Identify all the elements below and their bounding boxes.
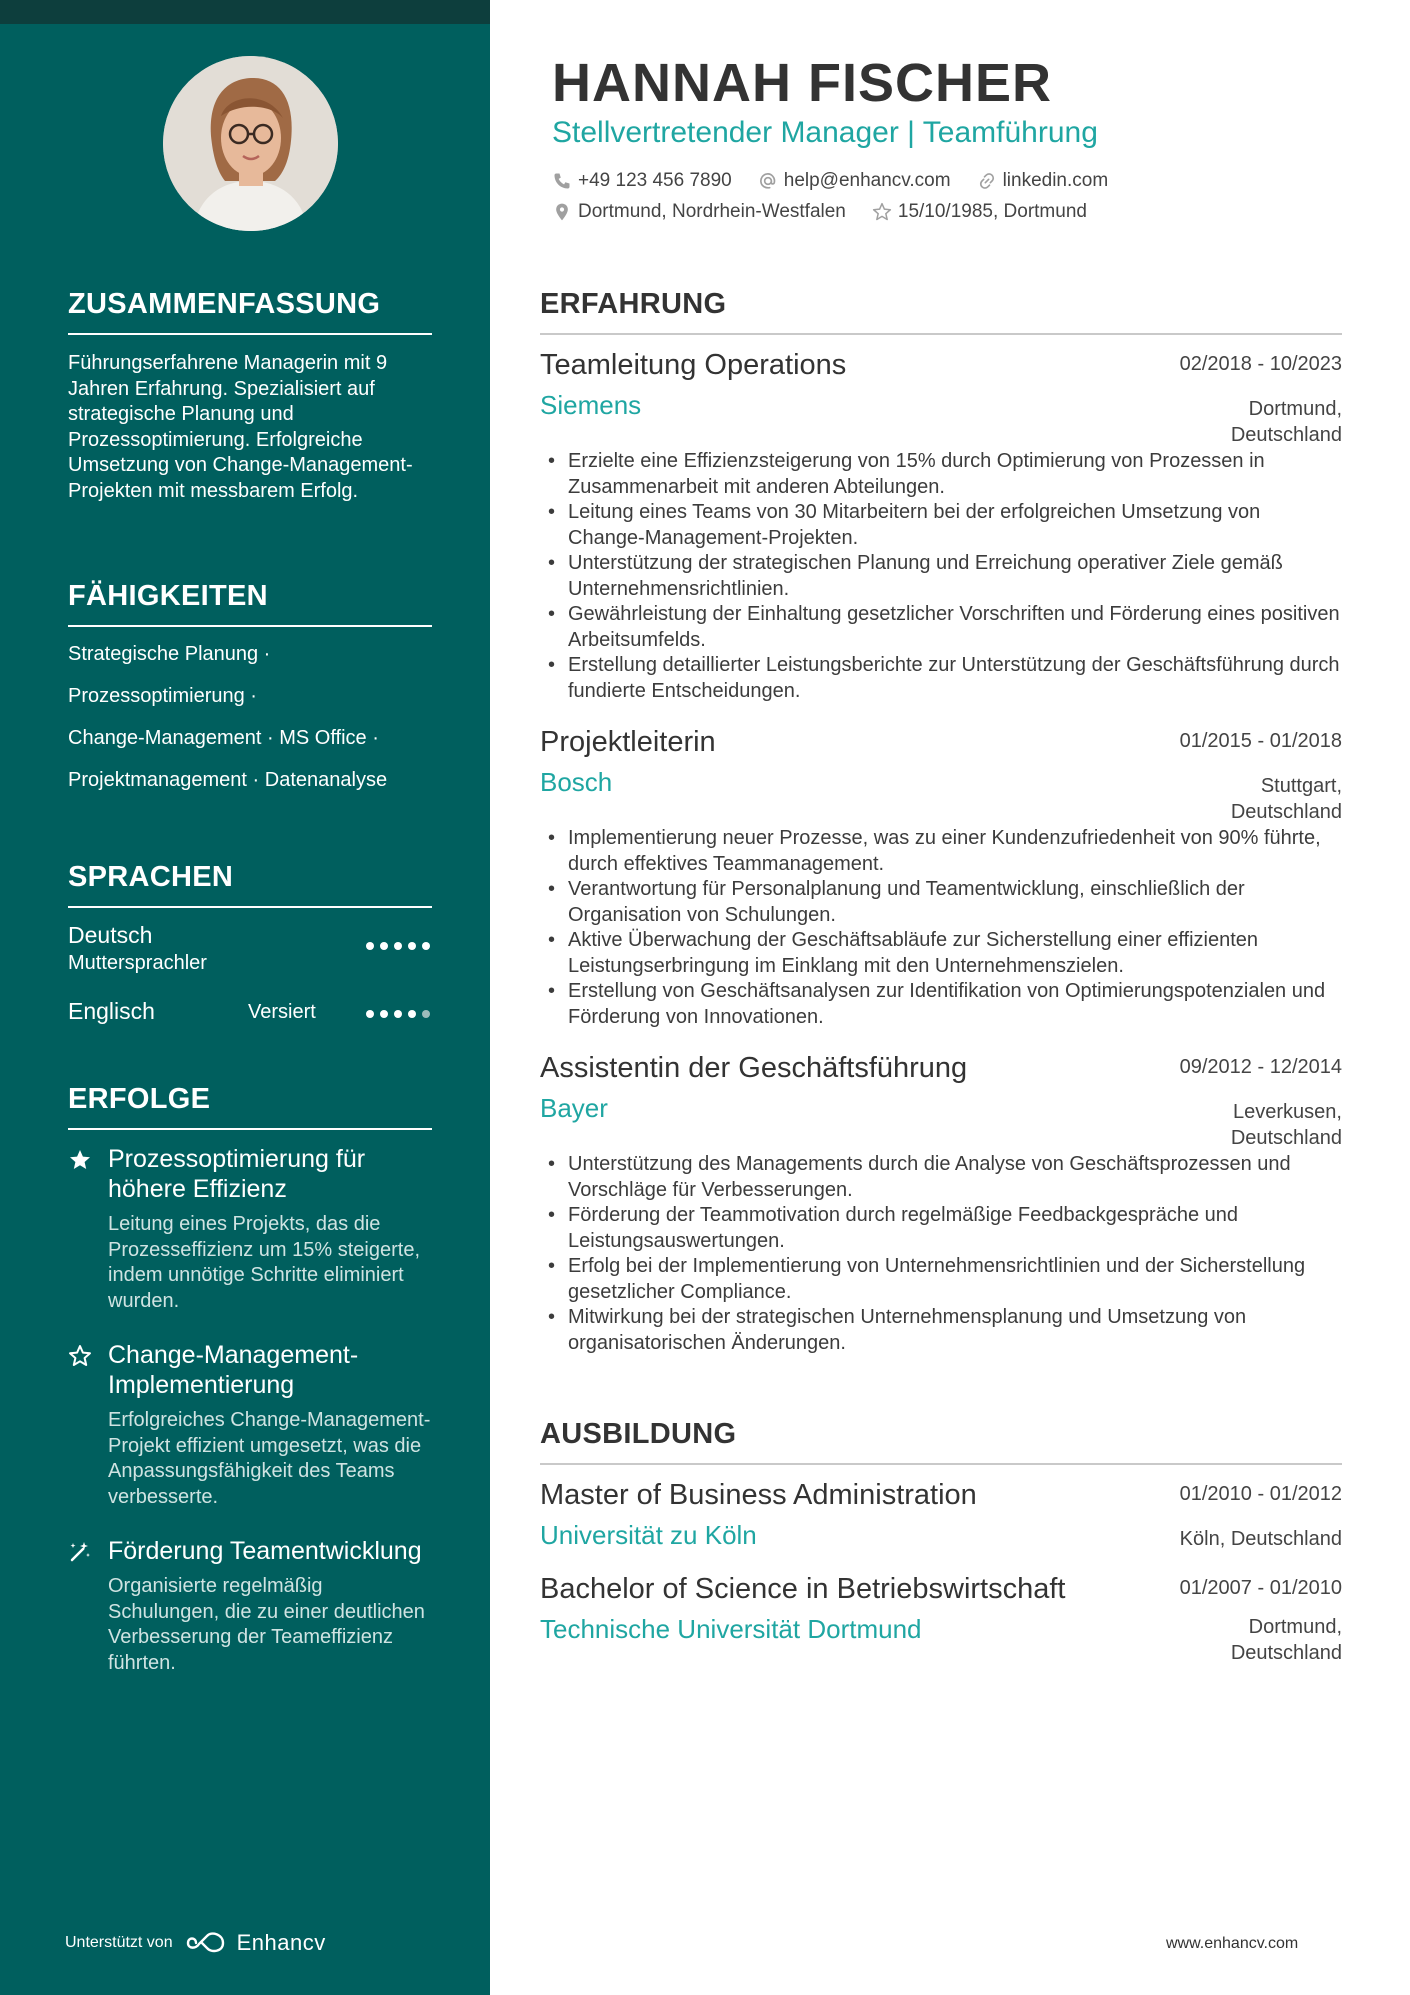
education-location — [1231, 1615, 1342, 1666]
rating-dot — [394, 1010, 402, 1018]
language-level: Versiert — [248, 1001, 316, 1023]
degree-title: Bachelor of Science in Betriebswirtschaft — [540, 1573, 1066, 1605]
achievement-item — [68, 1144, 432, 1314]
sidebar-top-bar — [0, 0, 490, 24]
link-icon — [977, 171, 997, 191]
achievements-title: ERFOLGE — [68, 1083, 432, 1130]
skills-section — [68, 580, 432, 793]
skill-line: Change-Management · MS Office · — [68, 727, 379, 749]
achievement-desc: Erfolgreiches Change-Management-Projekt effizient umgesetzt, was die Anpassungsfähigkeit des Teams verbesserte. — [108, 1409, 431, 1508]
language-item-englisch — [68, 998, 432, 1038]
avatar-portrait — [163, 56, 338, 231]
language-rating-dots — [366, 1010, 430, 1018]
rating-dot — [408, 1010, 416, 1018]
language-level: Muttersprachler — [68, 952, 207, 974]
experience-title: ERFAHRUNG — [540, 288, 1342, 335]
job-date: 02/2018 - 10/2023 — [1179, 353, 1342, 375]
location-text: Dortmund, Nordrhein-Westfalen — [578, 201, 846, 222]
job-bullets — [540, 449, 1342, 704]
contact-linkedin[interactable] — [977, 170, 1109, 192]
education-location-city: Dortmund, — [1248, 1616, 1342, 1638]
skill-line: Strategische Planung · — [68, 643, 271, 665]
company-name: Bayer — [540, 1093, 608, 1123]
job-location-city: Leverkusen, — [1233, 1101, 1342, 1123]
skill-line: Projektmanagement · Datenanalyse — [68, 769, 388, 791]
job-location-country: Deutschland — [1230, 423, 1342, 446]
at-icon — [758, 171, 778, 191]
rating-dot — [422, 942, 430, 950]
language-name: Deutsch — [68, 922, 153, 948]
job-bullet: • Erzielte eine Effizienzsteigerung von 15% durch Optimierung von Prozessen in Zusammenarbeit mit anderen Abteilungen. — [540, 449, 1342, 500]
powered-by-label: Unterstützt von — [65, 1934, 173, 1951]
summary-title: ZUSAMMENFASSUNG — [68, 288, 432, 335]
contact-email[interactable] — [758, 170, 951, 192]
star-filled-icon — [68, 1148, 92, 1172]
company-name: Siemens — [540, 390, 642, 420]
achievement-item — [68, 1536, 432, 1676]
job-bullet: • Aktive Überwachung der Geschäftsabläufe zur Sicherstellung einer effizienten Leistungserbringung im Einklang mit den Unternehmenszielen. — [540, 928, 1342, 979]
powered-by — [65, 1930, 326, 1956]
summary-section — [68, 288, 432, 504]
phone-icon — [552, 171, 572, 191]
job-bullet: • Gewährleistung der Einhaltung gesetzlicher Vorschriften und Förderung eines positiven Arbeitsumfelds. — [540, 602, 1342, 653]
job-title: Projektleiterin — [540, 726, 716, 758]
headline: Stellvertretender Manager | Teamführung — [552, 116, 1098, 149]
skills-title: FÄHIGKEITEN — [68, 580, 432, 627]
job-bullet: • Erstellung von Geschäftsanalysen zur Identifikation von Optimierungspotenzialen und Förderung von Innovationen. — [540, 979, 1342, 1030]
job-location-country: Deutschland — [1230, 800, 1342, 823]
job-bullet: • Förderung der Teammotivation durch regelmäßige Feedbackgespräche und Leistungsauswertungen. — [540, 1203, 1342, 1254]
job-location-city: Dortmund, — [1248, 398, 1342, 420]
contact-row-2 — [552, 201, 1087, 223]
job-bullet: • Implementierung neuer Prozesse, was zu einer Kundenzufriedenheit von 90% führte, durch effektives Teammanagement. — [540, 826, 1342, 877]
education-section — [540, 1418, 1342, 1664]
job-date: 09/2012 - 12/2014 — [1179, 1056, 1342, 1078]
experience-entry — [540, 349, 1342, 704]
education-entry — [540, 1479, 1342, 1551]
rating-dot — [394, 942, 402, 950]
phone-text: +49 123 456 7890 — [578, 170, 732, 191]
job-bullet: • Leitung eines Teams von 30 Mitarbeitern bei der erfolgreichen Umsetzung von Change-Management-Projekten. — [540, 500, 1342, 551]
job-date: 01/2015 - 01/2018 — [1179, 730, 1342, 752]
star-outline-icon — [872, 202, 892, 222]
rating-dot-empty — [422, 1010, 430, 1018]
school-name: Universität zu Köln — [540, 1520, 757, 1550]
contact-phone[interactable] — [552, 170, 732, 192]
job-location — [1231, 397, 1342, 448]
contact-birth — [872, 201, 1087, 223]
degree-title: Master of Business Administration — [540, 1479, 977, 1511]
achievement-title: Prozessoptimierung für höhere Effizienz — [108, 1145, 366, 1203]
rating-dot — [366, 942, 374, 950]
experience-section — [540, 288, 1342, 1356]
language-name: Englisch — [68, 998, 155, 1024]
email-text: help@enhancv.com — [783, 170, 951, 191]
achievement-title: Change-Management-Implementierung — [108, 1341, 359, 1399]
skill-line: Prozessoptimierung · — [68, 685, 257, 707]
job-bullets — [540, 1152, 1342, 1356]
achievement-desc: Leitung eines Projekts, das die Prozesseffizienz um 15% steigerte, indem unnötige Schritte eliminiert wurden. — [108, 1213, 421, 1312]
education-location-country: Deutschland — [1230, 1641, 1342, 1664]
rating-dot — [408, 942, 416, 950]
enhancv-logo[interactable] — [185, 1930, 326, 1956]
job-title: Assistentin der Geschäftsführung — [540, 1052, 968, 1084]
company-name: Bosch — [540, 767, 613, 797]
education-date: 01/2010 - 01/2012 — [1179, 1483, 1342, 1505]
job-location — [1231, 1100, 1342, 1151]
school-name: Technische Universität Dortmund — [540, 1614, 922, 1644]
experience-entry — [540, 1052, 1342, 1356]
magic-wand-icon — [68, 1540, 92, 1564]
job-bullet: • Mitwirkung bei der strategischen Unternehmensplanung und Umsetzung von organisatorischen Änderungen. — [540, 1305, 1342, 1356]
languages-section — [68, 861, 432, 1038]
job-bullet: • Verantwortung für Personalplanung und Teamentwicklung, einschließlich der Organisation von Schulungen. — [540, 877, 1342, 928]
contact-location — [552, 201, 846, 223]
star-outline-icon — [68, 1344, 92, 1368]
education-entry — [540, 1573, 1342, 1664]
candidate-name: HANNAH FISCHER — [552, 53, 1052, 113]
job-bullet: • Erfolg bei der Implementierung von Unternehmensrichtlinien und der Sicherstellung gesetzlicher Compliance. — [540, 1254, 1342, 1305]
linkedin-text: linkedin.com — [1002, 170, 1109, 191]
rating-dot — [366, 1010, 374, 1018]
achievement-title: Förderung Teamentwicklung — [108, 1537, 422, 1565]
location-pin-icon — [552, 202, 572, 222]
achievement-item — [68, 1340, 432, 1510]
education-title: AUSBILDUNG — [540, 1418, 1342, 1465]
footer-url-link[interactable]: www.enhancv.com — [1166, 1935, 1299, 1952]
achievements-section — [68, 1083, 432, 1676]
education-location: Köln, Deutschland — [1179, 1528, 1342, 1550]
infinity-logo-icon — [185, 1932, 229, 1954]
birth-text: 15/10/1985, Dortmund — [897, 201, 1087, 222]
experience-entry — [540, 726, 1342, 1030]
summary-text: Führungserfahrene Managerin mit 9 Jahren Erfahrung. Spezialisiert auf strategische Planung und Prozessoptimierung. Erfolgreiche Umsetzung von Change-Management-Projekten mit messbarem Erfolg. — [68, 352, 413, 502]
sidebar — [0, 0, 490, 1995]
brand-name: Enhancv — [236, 1930, 326, 1955]
language-rating-dots — [366, 942, 430, 950]
rating-dot — [380, 942, 388, 950]
job-bullets — [540, 826, 1342, 1030]
education-date: 01/2007 - 01/2010 — [1179, 1577, 1342, 1599]
avatar — [163, 56, 338, 231]
job-bullet: • Unterstützung des Managements durch die Analyse von Geschäftsprozessen und Vorschläge für Verbesserungen. — [540, 1152, 1342, 1203]
job-location-city: Stuttgart, — [1260, 775, 1342, 797]
job-title: Teamleitung Operations — [540, 349, 847, 381]
job-location — [1231, 774, 1342, 825]
contact-row-1 — [552, 170, 1108, 192]
job-location-country: Deutschland — [1230, 1126, 1342, 1149]
job-bullet: • Erstellung detaillierter Leistungsberichte zur Unterstützung der Geschäftsführung durch fundierte Entscheidungen. — [540, 653, 1342, 704]
rating-dot — [380, 1010, 388, 1018]
languages-title: SPRACHEN — [68, 861, 432, 908]
job-bullet: • Unterstützung der strategischen Planung und Erreichung operativer Ziele gemäß Unternehmensrichtlinien. — [540, 551, 1342, 602]
language-item-deutsch — [68, 922, 432, 998]
achievement-desc: Organisierte regelmäßig Schulungen, die zu einer deutlichen Verbesserung der Teameffizienz führten. — [108, 1575, 425, 1674]
